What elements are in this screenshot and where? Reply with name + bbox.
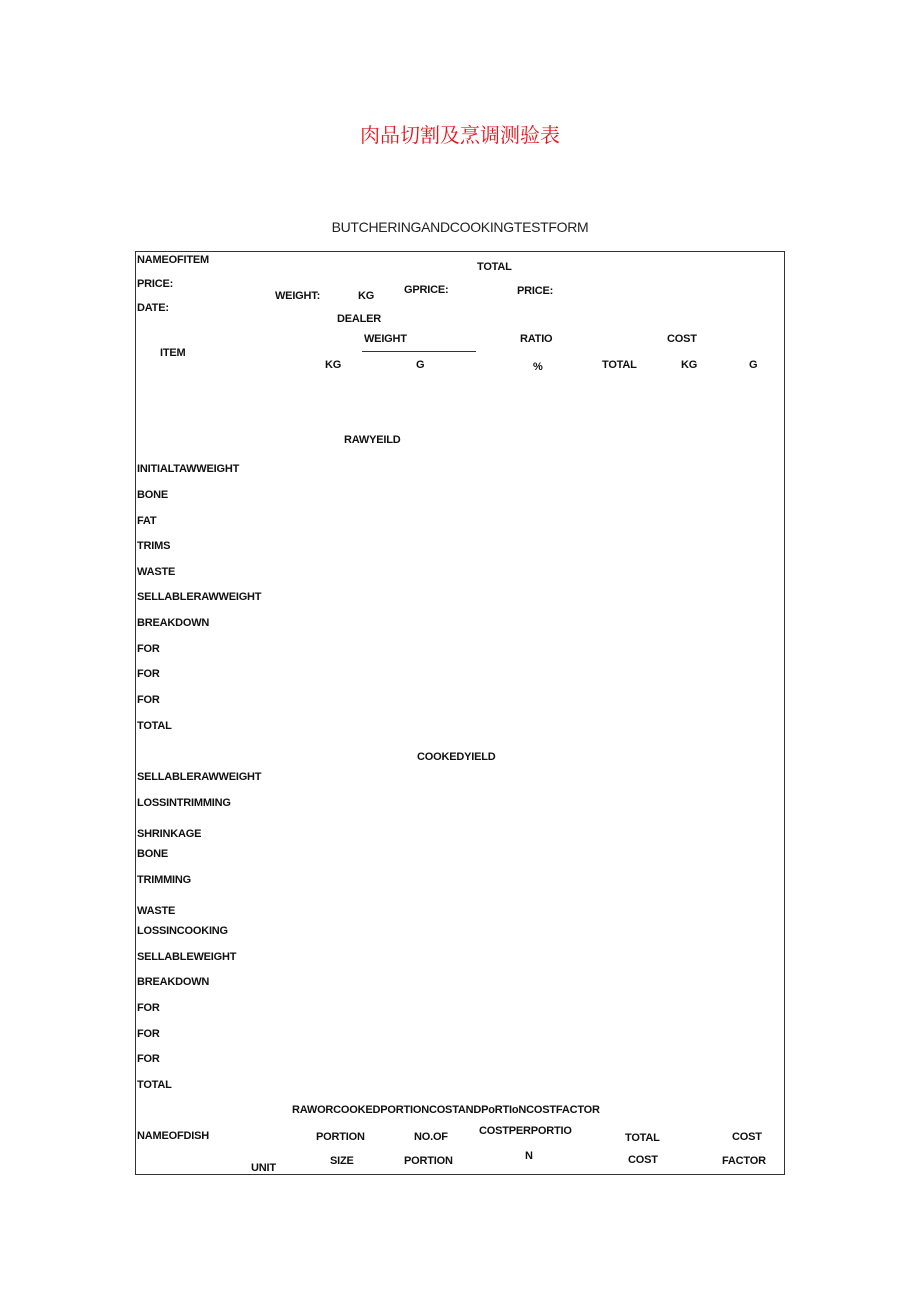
- dealer-label: DEALER: [337, 313, 382, 325]
- cooked-row-label: FOR: [137, 1028, 160, 1040]
- form-border: [135, 251, 785, 1175]
- cost-column-header: COST: [667, 333, 697, 345]
- cooked-row-label: SELLABLERAWWEIGHT: [137, 771, 262, 783]
- cooked-row-label: WASTE: [137, 905, 176, 917]
- raw-row-label: INITIALTAWWEIGHT: [137, 463, 240, 475]
- page-title-english: BUTCHERINGANDCOOKINGTESTFORM: [331, 219, 589, 235]
- raw-row-label: TRIMS: [137, 540, 171, 552]
- cooked-yield-heading: COOKEDYIELD: [417, 751, 496, 763]
- raw-row-label: BONE: [137, 489, 168, 501]
- cooked-row-label: TOTAL: [137, 1079, 172, 1091]
- cooked-row-label: FOR: [137, 1002, 160, 1014]
- cost-per-portion-header: COSTPERPORTIO: [479, 1125, 572, 1137]
- total-label: TOTAL: [477, 261, 512, 273]
- cost-kg-subheader: KG: [681, 359, 698, 371]
- size-subheader: SIZE: [330, 1155, 354, 1167]
- cooked-row-label: SHRINKAGE: [137, 828, 202, 840]
- factor-subheader: FACTOR: [722, 1155, 766, 1167]
- g-price-label: GPRICE:: [404, 284, 449, 296]
- weight-column-header: WEIGHT: [364, 333, 407, 345]
- cost-subheader: COST: [628, 1154, 658, 1166]
- cost-column-header-2: COST: [732, 1131, 762, 1143]
- total-column-header: TOTAL: [625, 1132, 660, 1144]
- raw-row-label: FAT: [137, 515, 157, 527]
- kg-label: KG: [358, 290, 375, 302]
- raw-yield-heading: RAWYEILD: [344, 434, 401, 446]
- raw-row-label: FOR: [137, 694, 160, 706]
- raw-row-label: FOR: [137, 668, 160, 680]
- raw-row-label: BREAKDOWN: [137, 617, 210, 629]
- raw-row-label: FOR: [137, 643, 160, 655]
- cost-per-portion-header-cont: N: [525, 1150, 533, 1162]
- cooked-row-label: SELLABLEWEIGHT: [137, 951, 237, 963]
- page-title-chinese: 肉品切割及烹调测验表: [360, 123, 560, 147]
- name-of-item-label: NAMEOFITEM: [137, 254, 209, 266]
- raw-row-label: SELLABLERAWWEIGHT: [137, 591, 262, 603]
- unit-subheader: UNIT: [251, 1162, 276, 1174]
- weight-underline: [362, 351, 476, 352]
- name-of-dish-label: NAMEOFDISH: [137, 1130, 209, 1142]
- cooked-row-label: TRIMMING: [137, 874, 192, 886]
- item-column-header: ITEM: [160, 347, 186, 359]
- price-label-2: PRICE:: [517, 285, 554, 297]
- date-label: DATE:: [137, 302, 169, 314]
- total-subheader: TOTAL: [602, 359, 637, 371]
- weight-label: WEIGHT:: [275, 290, 321, 302]
- portion-subheader: PORTION: [404, 1155, 453, 1167]
- g-subheader: G: [416, 359, 425, 371]
- price-label: PRICE:: [137, 278, 174, 290]
- kg-subheader: KG: [325, 359, 342, 371]
- cooked-row-label: BREAKDOWN: [137, 976, 210, 988]
- percent-subheader: %: [533, 361, 543, 373]
- no-of-column-header: NO.OF: [414, 1131, 448, 1143]
- cooked-row-label: FOR: [137, 1053, 160, 1065]
- raw-row-label: WASTE: [137, 566, 176, 578]
- cost-g-subheader: G: [749, 359, 758, 371]
- portion-column-header: PORTION: [316, 1131, 365, 1143]
- ratio-column-header: RATIO: [520, 333, 553, 345]
- cooked-row-label: LOSSINTRIMMING: [137, 797, 231, 809]
- portion-cost-heading: RAWORCOOKEDPORTIONCOSTANDPoRTIoNCOSTFACTOR: [292, 1104, 600, 1116]
- cooked-row-label: LOSSINCOOKING: [137, 925, 228, 937]
- cooked-row-label: BONE: [137, 848, 168, 860]
- raw-row-label: TOTAL: [137, 720, 172, 732]
